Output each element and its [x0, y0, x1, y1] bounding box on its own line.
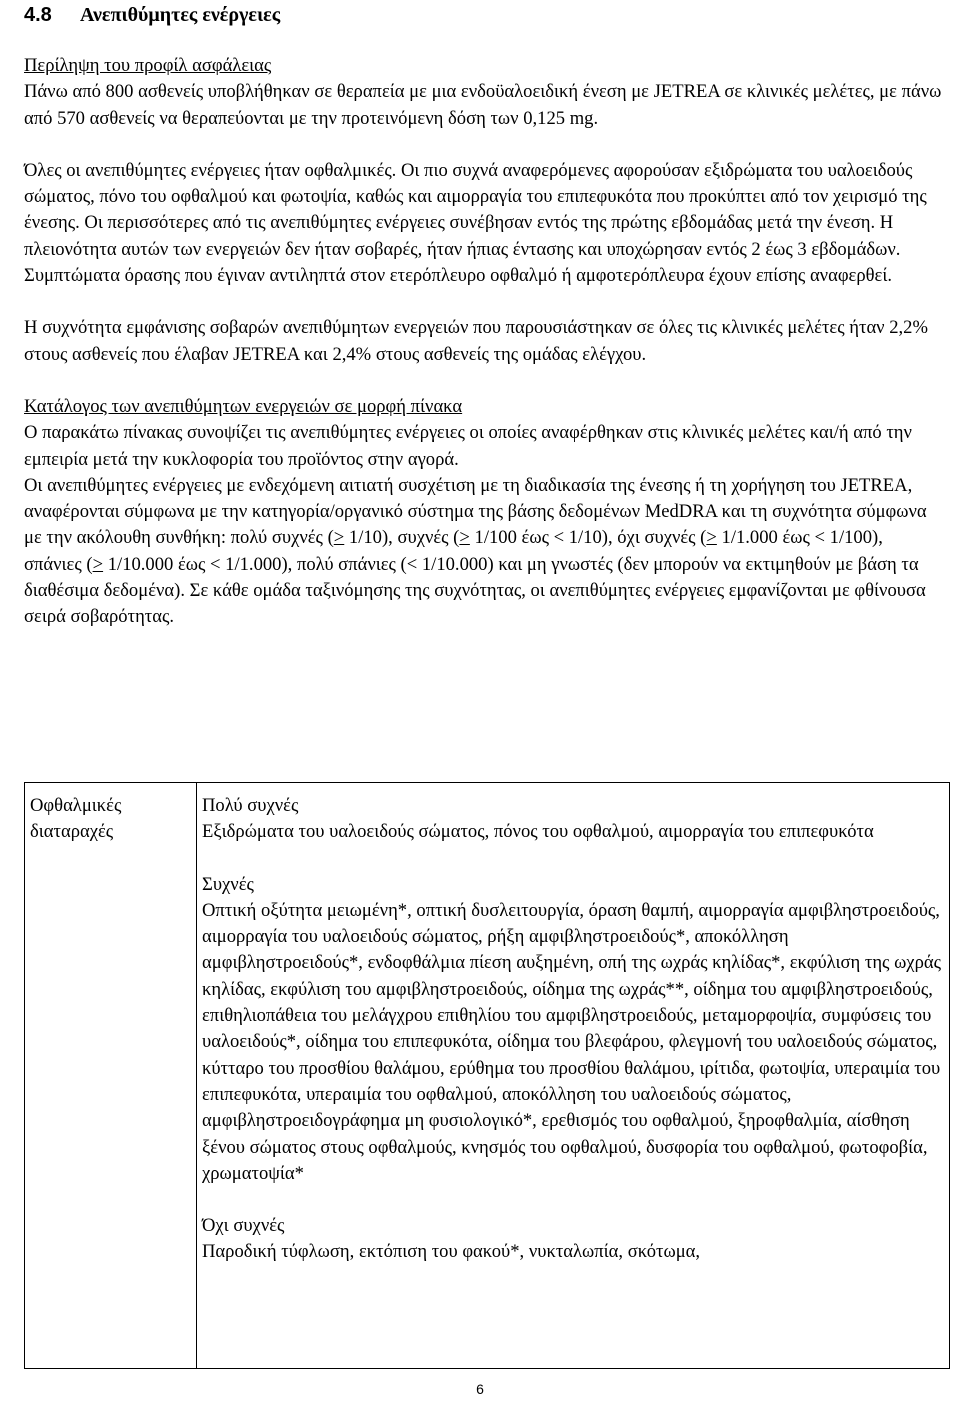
tabulated-paragraph-2: [24, 473, 944, 631]
soc-cell: Οφθαλμικές διαταραχές: [25, 783, 197, 1369]
greater-equal-symbol: >: [459, 527, 470, 549]
greater-equal-symbol: >: [92, 553, 104, 575]
frequency-text-e: 1/10.000 έως < 1/1.000), πολύ σπάνιες (< 1/10.000) και μη γνωστές (δεν μπορούν να εκτιμηθούν με βάση τα διαθέσιμα δεδομένα). Σε κάθε ομάδα ταξινόμησης της συχνότητας, οι ανεπιθύμητες ενέργειες εμφανίζονται με φθίνουσα σειρά σοβαρότητας.: [24, 553, 926, 628]
section-heading: [24, 0, 944, 29]
safety-profile-paragraph-2: Όλες οι ανεπιθύμητες ενέργειες ήταν οφθαλμικές. Οι πιο συχνά αναφερόμενες αφορούσαν εξιδρώματα του υαλοειδούς σώματος, πόνο του οφθαλμού και φωτοψία, καθώς και αιμορραγία του επιπεφυκότα που προκύπτει από τον χειρισμό της ένεσης. Οι περισσότερες από τις ανεπιθύμητες ενέργειες συνέβησαν εντός της πρώτης εβδομάδας μετά την ένεση. Η πλειονότητα αυτών των ενεργειών δεν ήταν σοβαρές, ήταν ήπιας έντασης και υποχώρησαν εντός 2 έως 3 εβδομάδων. Συμπτώματα όρασης που έγιναν αντιληπτά στον ετερόπλευρο οφθαλμό ή αμφοτερόπλευρα έχουν επίσης αναφερθεί.: [24, 159, 927, 287]
adverse-reactions-table: [24, 782, 950, 1369]
safety-profile-paragraph-1: Πάνω από 800 ασθενείς υποβλήθηκαν σε θεραπεία με μια ενδοϋαλοειδική ένεση με JETREA σε κλινικές μελέτες, με πάνω από 570 ασθενείς να θεραπεύονται με την προτεινόμενη δόση των 0,125 mg.: [24, 81, 942, 129]
greater-equal-symbol: >: [333, 527, 345, 549]
very-common-text: Εξιδρώματα του υαλοειδούς σώματος, πόνος του οφθαλμού, αιμορραγία του επιπεφυκότα: [202, 821, 874, 843]
common-block: [202, 872, 945, 1188]
frequency-cell: [197, 783, 950, 1369]
very-common-label: Πολύ συχνές: [202, 795, 299, 816]
tabulated-paragraph-1: Ο παρακάτω πίνακας συνοψίζει τις ανεπιθύμητες ενέργειες οι οποίες αναφέρθηκαν στις κλινικές μελέτες και/ή από την εμπειρία μετά την κυκλοφορία του προϊόντος στην αγορά.: [24, 422, 912, 470]
section-title: Ανεπιθύμητες ενέργειες: [80, 4, 281, 26]
uncommon-label: Όχι συχνές: [202, 1215, 285, 1237]
uncommon-block: [202, 1213, 945, 1266]
frequency-text-b: 1/10), συχνές (: [344, 527, 460, 549]
section-number: 4.8: [24, 4, 52, 26]
tabulated-list-heading: Κατάλογος των ανεπιθύμητων ενεργειών σε μορφή πίνακα: [24, 395, 463, 417]
frequency-text-d: 1/1.000 έως < 1/100), σπάνιες (: [24, 527, 883, 575]
very-common-block: [202, 793, 945, 846]
common-label: Συχνές: [202, 873, 254, 895]
greater-equal-symbol: >: [706, 527, 717, 549]
frequency-text-a: Οι ανεπιθύμητες ενέργειες με ενδεχόμενη αιτιατή συσχέτιση με τη διαδικασία της ένεσης ή τη χορήγηση του JETREA, αναφέρονται σύμφωνα με την κατηγορία/οργανικό σύστημα της βάσης δεδομένων MedDRA και τη συχνότητα σύμφωνα με την ακόλουθη συνθήκη: πολύ συχνές (: [24, 474, 927, 549]
document-page: [24, 0, 944, 1263]
page-number: 6: [476, 1381, 484, 1397]
safety-profile-heading: Περίληψη του προφίλ ασφάλειας: [24, 55, 272, 76]
safety-profile-paragraph-3: Η συχνότητα εμφάνισης σοβαρών ανεπιθύμητων ενεργειών που παρουσιάστηκαν σε όλες τις κλινικές μελέτες ήταν 2,2% στους ασθενείς που έλαβαν JETREA και 2,4% στους ασθενείς της ομάδας ελέγχου.: [24, 317, 928, 365]
common-text: Οπτική οξύτητα μειωμένη*, οπτική δυσλειτουργία, όραση θαμπή, αιμορραγία αμφιβληστροειδούς, αιμορραγία του υαλοειδούς σώματος, ρήξη αμφιβληστροειδούς*, αποκόλληση αμφιβληστροειδούς*, ενδοφθάλμια πίεση αυξημένη, οπή της ωχράς κηλίδας*, εκφύλιση της ωχράς κηλίδας, εκφύλιση του αμφιβληστροειδούς, οίδημα της ωχράς**, οίδημα του αμφιβληστροειδούς, επιθηλιοπάθεια του μελάγχρου επιθηλίου του αμφιβληστροειδούς, μεταμορφοψία, συμφύσεις του υαλοειδούς*, οίδημα του επιπεφυκότα, οίδημα του βλεφάρου, φλεγμονή του υαλοειδούς σώματος, κύτταρο του προσθίου θαλάμου, ερύθημα του προσθίου θαλάμου, ιρίτιδα, φωτοψία, υπεραιμία του επιπεφυκότα, υπεραιμία του οφθαλμού, αποκόλληση του υαλοειδούς σώματος, αμφιβληστροειδογράφημα μη φυσιολογικό*, ερεθισμός του οφθαλμού, ξηροφθαλμία, αίσθηση ξένου σώματος στους οφθαλμούς, κνησμός του οφθαλμού, δυσφορία του οφθαλμού, φωτοφοβία, χρωματοψία*: [202, 899, 941, 1184]
frequency-text-c: 1/100 έως < 1/10), όχι συχνές (: [469, 527, 707, 549]
table-row: [25, 783, 950, 1369]
uncommon-text: Παροδική τύφλωση, εκτόπιση του φακού*, νυκταλωπία, σκότωμα,: [202, 1241, 701, 1263]
